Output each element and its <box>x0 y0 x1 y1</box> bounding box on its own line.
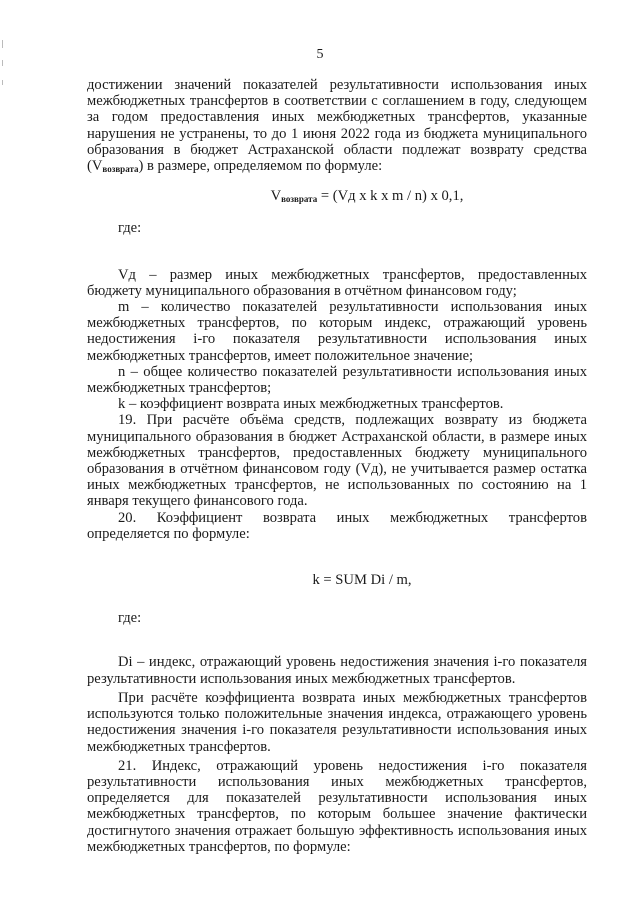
formula-refund-var: V <box>270 188 282 205</box>
paragraph-21: 21. Индекс, отражающий уровень недостижения i-го показателя результативности использования иных межбюджетных трансфертов, определяется для показателей результативности использования иных межбюджетных трансфертов, по которым большее значение фактически достигнутого значения отражает большую эффективность использования иных межбюджетных трансфертов, по формуле: <box>87 757 587 855</box>
page-number: 5 <box>316 47 324 62</box>
paragraph-20: 20. Коэффициент возврата иных межбюджетных трансфертов определяется по формуле: <box>87 509 587 542</box>
scan-edge-mark <box>2 80 3 85</box>
definition-vd: Vд – размер иных межбюджетных трансфертов, предоставленных бюджету муниципального образования в отчётном финансовом году; <box>87 266 587 299</box>
definition-di: Di – индекс, отражающий уровень недостижения значения i-го показателя результативности использования иных межбюджетных трансфертов. <box>87 654 587 687</box>
formula-refund <box>87 188 587 204</box>
formula-refund-expression: = (Vд x k x m / n) x 0,1, <box>317 188 464 205</box>
paragraph-19: 19. При расчёте объёма средств, подлежащих возврату из бюджета муниципального образования в бюджет Астраханской области, в размере иных межбюджетных трансфертов, предоставленных бюджету муниципального образования в отчётном финансовом году (Vд), не учитывается размер остатка иных межбюджетных трансфертов, не использованных по состоянию на 1 января текущего финансового года. <box>87 412 587 510</box>
intro-text-end: ) в размере, определяемом по формуле: <box>138 158 383 175</box>
intro-text: достижении значений показателей результативности использования иных межбюджетных трансфертов в соответствии с соглашением в году, следующем за годом предоставления иных межбюджетных трансфертов, указанные нарушения не устранены, то до 1 июня 2022 года из бюджета муниципального образования в бюджет Астраханской области подлежат возврату средства (V <box>87 77 587 175</box>
definition-m: m – количество показателей результативности использования иных межбюджетных трансфертов, по которым индекс, отражающий уровень недостижения i-го показателя результативности использования иных межбюджетных трансфертов, имеет положительное значение; <box>87 299 587 364</box>
formula-refund-subscript: возврата <box>281 194 318 205</box>
intro-subscript: возврата <box>102 164 139 175</box>
paragraph-calculation: При расчёте коэффициента возврата иных межбюджетных трансфертов используются только положительные значения индекса, отражающего уровень недостижения значения i-го показателя результативности использования иных межбюджетных трансфертов. <box>87 689 587 755</box>
definition-k: k – коэффициент возврата иных межбюджетных трансфертов. <box>118 396 504 413</box>
definition-n: n – общее количество показателей результативности использования иных межбюджетных трансфертов; <box>87 363 587 397</box>
where-label: где: <box>118 220 142 237</box>
intro-paragraph <box>87 77 587 174</box>
document-body <box>87 77 587 855</box>
where-label-2: где: <box>118 610 142 627</box>
formula-coefficient: k = SUM Di / m, <box>312 572 412 589</box>
